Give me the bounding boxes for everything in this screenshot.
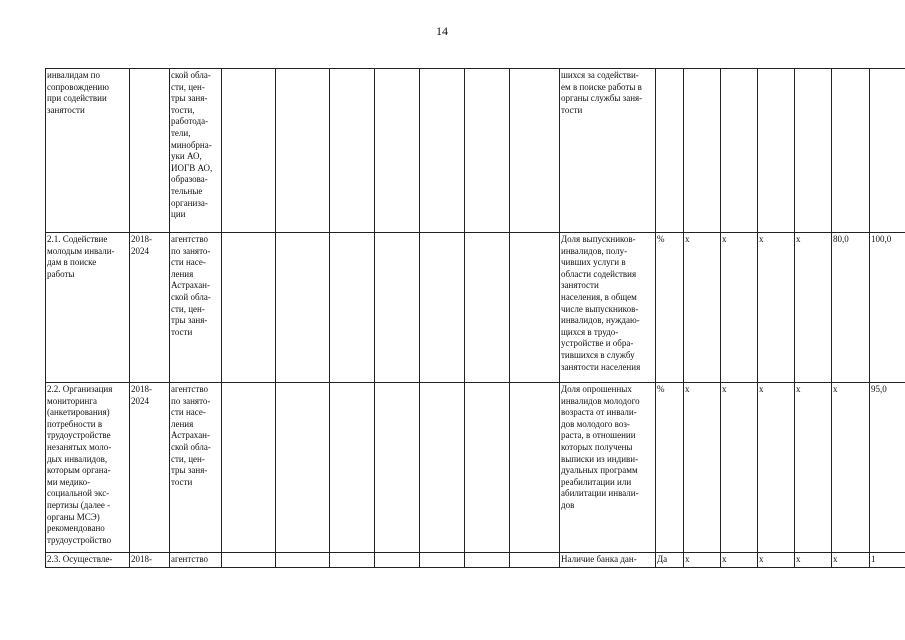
period-cell: 2018- 2024 xyxy=(130,233,170,383)
indicator-cell: шихся за содействи- ем в поиске работы в органы службы заня- тости xyxy=(560,69,656,233)
indicator-cell: Наличие банка дан- xyxy=(560,553,656,568)
program-table xyxy=(45,68,905,568)
page-number: 14 xyxy=(436,24,448,38)
value-cell: х xyxy=(832,553,870,568)
empty-cell xyxy=(276,69,330,233)
empty-cell xyxy=(330,69,375,233)
period-cell xyxy=(130,69,170,233)
value-cell: х xyxy=(758,383,795,553)
empty-cell xyxy=(721,69,758,233)
value-cell: х xyxy=(758,233,795,383)
empty-cell xyxy=(330,383,375,553)
empty-cell xyxy=(465,383,510,553)
empty-cell xyxy=(684,69,721,233)
empty-cell xyxy=(832,69,870,233)
table-row xyxy=(46,69,905,233)
value-cell: х xyxy=(684,383,721,553)
empty-cell xyxy=(420,553,465,568)
empty-cell xyxy=(758,69,795,233)
table-row xyxy=(46,383,905,553)
value-cell: х xyxy=(758,553,795,568)
empty-cell xyxy=(870,69,905,233)
empty-cell xyxy=(222,383,276,553)
executor-cell: агентство xyxy=(170,553,222,568)
value-cell: 100,0 xyxy=(870,233,905,383)
period-cell: 2018- 2024 xyxy=(130,383,170,553)
empty-cell xyxy=(420,69,465,233)
measure-name-cell: 2.2. Организация мониторинга (анкетирования) потребности в трудоустройстве незанятых моло- дых инвалидов, которым органа- ми медико- социальной экс- пертизы (далее - органы МСЭ) рекомендовано трудоустройство xyxy=(46,383,130,553)
empty-cell xyxy=(330,553,375,568)
empty-cell xyxy=(510,69,560,233)
period-cell: 2018- xyxy=(130,553,170,568)
value-cell: х xyxy=(795,553,832,568)
empty-cell xyxy=(222,69,276,233)
value-cell: х xyxy=(721,233,758,383)
empty-cell xyxy=(420,383,465,553)
value-cell: х xyxy=(684,553,721,568)
empty-cell xyxy=(276,553,330,568)
empty-cell xyxy=(222,233,276,383)
indicator-cell: Доля выпускников- инвалидов, полу- чивших услуги в области содействия занятости населения, в общем числе выпускников- инвалидов, нуждаю- щихся в трудо- устройстве и обра- тившихся в службу занятости населения xyxy=(560,233,656,383)
value-cell: х xyxy=(795,383,832,553)
empty-cell xyxy=(276,233,330,383)
value-cell: х xyxy=(832,383,870,553)
value-cell: 80,0 xyxy=(832,233,870,383)
value-cell: х xyxy=(721,383,758,553)
unit-cell: Да xyxy=(656,553,684,568)
unit-cell: % xyxy=(656,383,684,553)
indicator-cell: Доля опрошенных инвалидов молодого возраста от инвали- дов молодого воз- раста, в отношении которых получены выписки из индиви- дуальных программ реабилитации или абилитации инвали- дов xyxy=(560,383,656,553)
table-row xyxy=(46,553,905,568)
measure-name-cell: 2.3. Осуществле- xyxy=(46,553,130,568)
executor-cell: агентство по занято- сти насе- ления Астрахан- ской обла- сти, цен- тры заня- тости xyxy=(170,383,222,553)
value-cell: х xyxy=(684,233,721,383)
empty-cell xyxy=(465,553,510,568)
measure-name-cell: 2.1. Содействие молодым инвали- дам в поиске работы xyxy=(46,233,130,383)
measure-name-cell: инвалидам по сопровождению при содействии занятости xyxy=(46,69,130,233)
value-cell: х xyxy=(795,233,832,383)
unit-cell: % xyxy=(656,233,684,383)
empty-cell xyxy=(375,233,420,383)
empty-cell xyxy=(375,553,420,568)
value-cell: 95,0 xyxy=(870,383,905,553)
empty-cell xyxy=(510,383,560,553)
empty-cell xyxy=(330,233,375,383)
empty-cell xyxy=(420,233,465,383)
empty-cell xyxy=(276,383,330,553)
unit-cell xyxy=(656,69,684,233)
empty-cell xyxy=(375,69,420,233)
empty-cell xyxy=(375,383,420,553)
empty-cell xyxy=(465,233,510,383)
executor-cell: ской обла- сти, цен- тры заня- тости, работода- тели, минобрна- уки АО, ИОГВ АО, образова- тельные организа- ции xyxy=(170,69,222,233)
empty-cell xyxy=(465,69,510,233)
empty-cell xyxy=(222,553,276,568)
empty-cell xyxy=(510,553,560,568)
empty-cell xyxy=(795,69,832,233)
value-cell: 1 xyxy=(870,553,905,568)
empty-cell xyxy=(510,233,560,383)
table-row xyxy=(46,233,905,383)
executor-cell: агентство по занято- сти насе- ления Астрахан- ской обла- сти, цен- тры заня- тости xyxy=(170,233,222,383)
value-cell: х xyxy=(721,553,758,568)
